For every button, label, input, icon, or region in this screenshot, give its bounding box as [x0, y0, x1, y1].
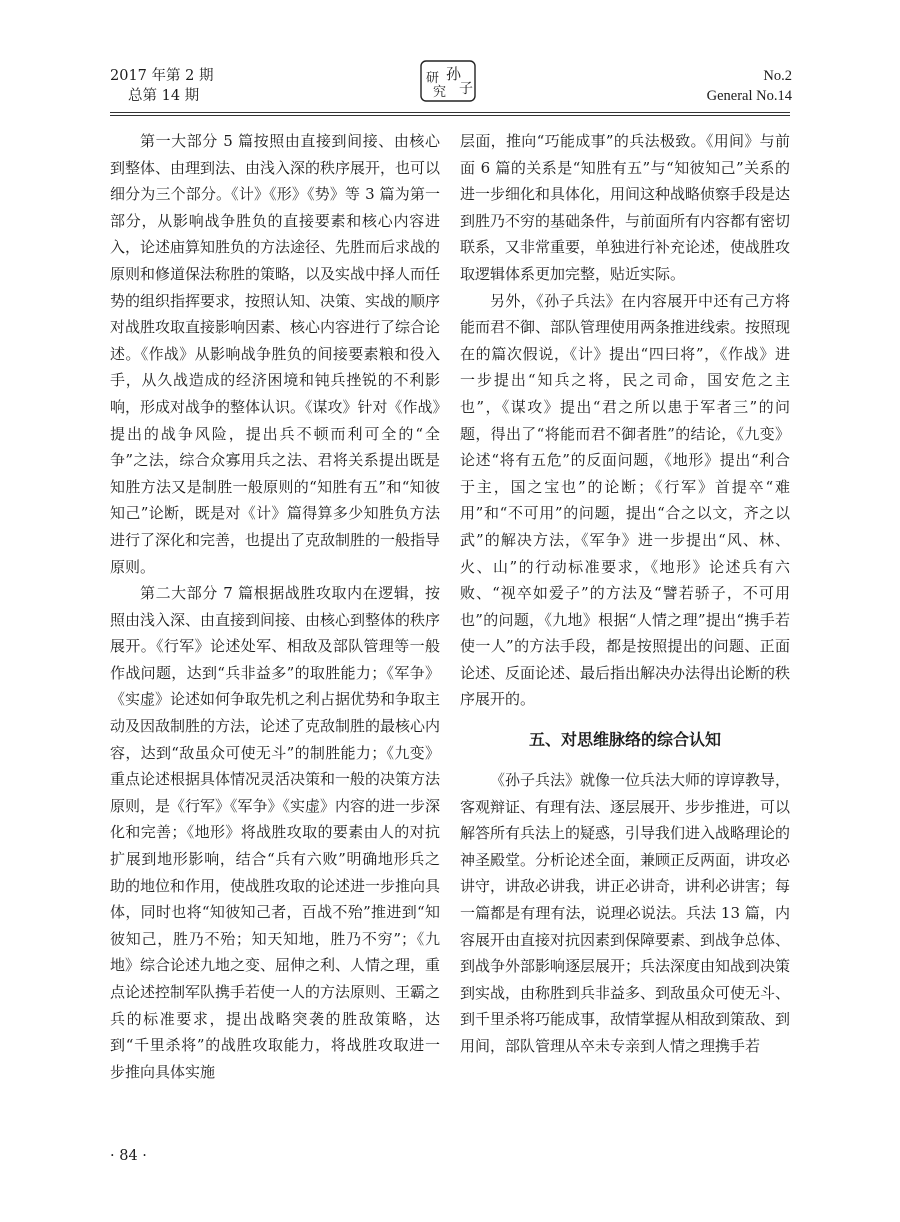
paragraph-additional-threads: 另外，《孙子兵法》在内容展开中还有己方将能而君不御、部队管理使用两条推进线索。按照现在的篇次假说，《计》提出“四曰将”，《作战》进一步提出“知兵之将，民之司命，国安危之主也”，《谋攻》提出“君之所以患于军者三”的问题，得出了“将能而君不御者胜”的结论，《九变》论述“将有五危”的反面问题，《地形》提出“利合于主，国之宝也”的论断；《行军》首提卒“难用”和“不可用”的问题，提出“合之以文，齐之以武”的解决方法，《军争》进一步提出“风、林、火、山”的行动标准要求，《地形》论述兵有六败、“视卒如爱子”的方法及“譬若骄子，不可用也”的问题，《九地》根据“人情之理”提出“携手若使一人”的方法手段，都是按照提出的问题、正面论述、反面论述、最后指出解决办法得出论断的秩序展开的。 [460, 291, 791, 709]
left-column [110, 128, 440, 1085]
header-general-number: General No.14 [706, 88, 792, 104]
logo-char-3: 研 [426, 71, 440, 86]
header-total-issue: 总第 14 期 [128, 88, 200, 104]
paragraph-section-five: 《孙子兵法》就像一位兵法大师的谆谆教导，客观辩证、有理有法、逐层展开、步步推进，可以解答所有兵法上的疑惑，引导我们进入战略理论的神圣殿堂。分析论述全面，兼顾正反两面，讲攻必讲守，讲敌必讲我，讲正必讲奇，讲利必讲害；每一篇都是有理有法，说理必说法。兵法 13 篇，内容展开由直接对抗因素到保障要素、到战争总体、到战争外部影响逐层展开；兵法深度由知战到决策到实战，由称胜到兵非益多、到敌虽众可使无斗、到千里杀将巧能成事，敌情掌握从相敌到策敌、到用间，部队管理从卒未专亲到人情之理携手若 [460, 771, 791, 1055]
journal-logo [415, 58, 479, 104]
paragraph-part-two: 第二大部分 7 篇根据战胜攻取内在逻辑，按照由浅入深、由直接到间接、由核心到整体的秩序展开。《行军》论述处军、相敌及部队管理等一般作战问题，达到“兵非益多”的取胜能力；《军争》《实虚》论述如何争取先机之利占据优势和争取主动及因敌制胜的方法，论述了克敌制胜的最核心内容，达到“敌虽众可使无斗”的制胜能力；《九变》重点论述根据具体情况灵活决策和一般的决策方法原则，是《行军》《军争》《实虚》内容的进一步深化和完善；《地形》将战胜攻取的要素由人的对抗扩展到地形影响，结合“兵有六败”明确地形兵之助的地位和作用，使战胜攻取的论述进一步推向具体，同时也将“知彼知己者，百战不殆”推进到“知彼知己，胜乃不殆；知天知地，胜乃不穷”；《九地》综合论述九地之变、屈伸之利、人情之理，重点论述控制军队携手若使一人的方法原则、王霸之兵的标准要求，提出战略突袭的胜敌策略，达到“千里杀将”的战胜攻取能力，将战胜攻取进一步推向具体实施 [110, 584, 441, 1081]
logo-char-2: 子 [459, 81, 473, 97]
section-heading: 五、对思维脉络的综合认知 [528, 730, 721, 750]
header-rule [110, 112, 790, 113]
right-column [460, 128, 790, 1060]
logo-char-4: 究 [433, 85, 447, 100]
header-issue-info [110, 66, 213, 106]
logo-char-1: 孙 [446, 65, 462, 83]
header-issue-info-en [707, 66, 792, 106]
page-number: · 84 · [110, 1148, 147, 1164]
header-number: No.2 [763, 68, 792, 84]
header-year-issue: 2017 年第 2 期 [110, 68, 214, 84]
header-rule-thin [110, 115, 790, 116]
paragraph-part-one: 第一大部分 5 篇按照由直接到间接、由核心到整体、由理到法、由浅入深的秩序展开，也可以细分为三个部分。《计》《形》《势》等 3 篇为第一部分，从影响战争胜负的直接要素和核心内容进入，论述庙算知胜负的方法途径、先胜而后求战的原则和修道保法称胜的策略，以及实战中择人而任势的组织指挥要求，按照认知、决策、实战的顺序对战胜攻取直接影响因素、核心内容进行了综合论述。《作战》从影响战争胜负的间接要素粮和役入手，从久战造成的经济困境和钝兵挫锐的不利影响，形成对战争的整体认识。《谋攻》针对《作战》提出的战争风险，提出兵不顿而利可全的“全争”之法，综合众寡用兵之法、君将关系提出既是知胜方法又是制胜一般原则的“知胜有五”和“知彼知己”论断，既是对《计》篇得算多少知胜负方法进行了深化和完善，也提出了克敌制胜的一般指导原则。 [110, 132, 441, 576]
paragraph-continued: 层面，推向“巧能成事”的兵法极致。《用间》与前面 6 篇的关系是“知胜有五”与“知彼知己”关系的进一步细化和具体化，用间这种战略侦察手段是达到胜乃不穷的基础条件，与前面所有内容都有密切联系，又非常重要，单独进行补充论述，使战胜攻取逻辑体系更加完整，贴近实际。 [460, 132, 791, 283]
